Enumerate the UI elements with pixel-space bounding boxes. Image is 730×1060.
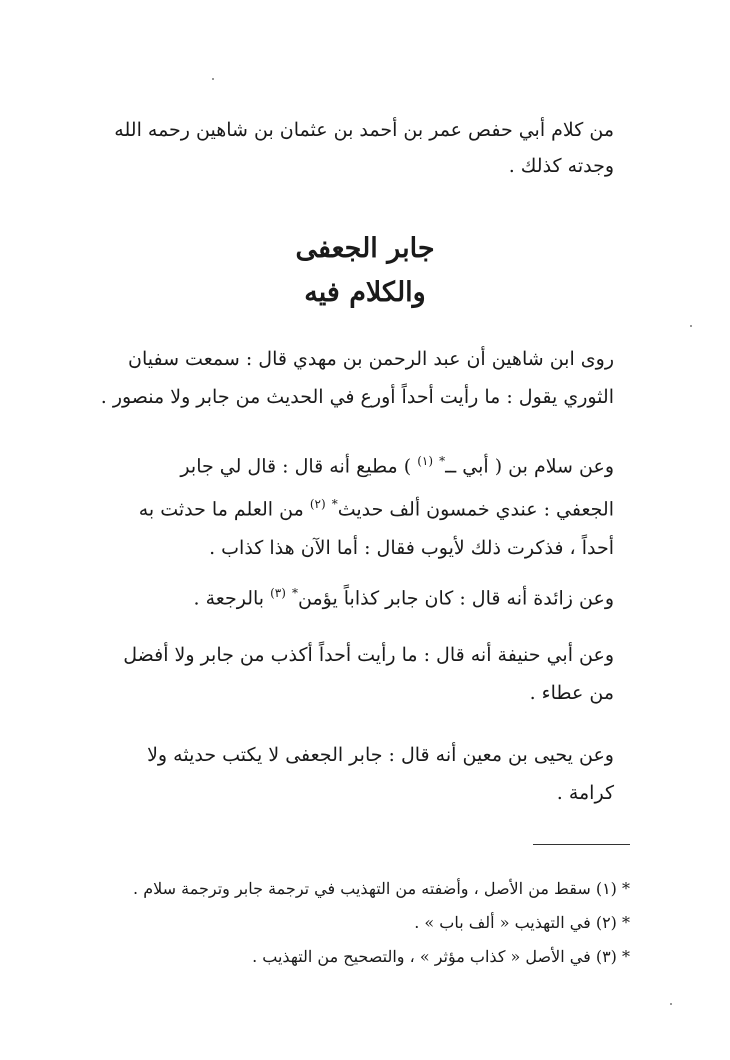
footnote-marker: * (٣) [595, 947, 630, 966]
scan-speck [212, 78, 214, 80]
intro-paragraph [48, 112, 614, 184]
paragraph-line [58, 574, 614, 617]
paragraph-line [58, 442, 614, 485]
footnote-ref-2: (٢) [309, 497, 326, 512]
footnote-1 [60, 872, 630, 906]
paragraph-ibn-main [58, 736, 614, 812]
footnote-text: في الأصل « كذاب مؤثر » ، والتصحيح من التهذيب . [252, 947, 591, 966]
paragraph-line: أحداً ، فذكرت ذلك لأيوب فقال : أما الآن هذا كذاب . [209, 536, 614, 559]
paragraph-ibn-mahdi [58, 340, 614, 416]
asterisk-mark: * [331, 497, 338, 512]
text-segment: ) مطيع أنه قال : قال لي جابر [180, 455, 412, 478]
paragraph-sallam [58, 442, 614, 567]
paragraph-line: روى ابن شاهين أن عبد الرحمن بن مهدي قال : سمعت سفيان [128, 348, 614, 370]
paragraph-line: وعن أبي حنيفة أنه قال : ما رأيت أحداً أكذب من جابر ولا أفضل [123, 644, 614, 666]
scan-speck [670, 1003, 672, 1005]
footnotes [60, 872, 630, 974]
text-segment: من العلم ما حدثت به [138, 498, 304, 521]
text-segment: بالرجعة . [193, 587, 265, 610]
footnote-ref-3: (٣) [270, 586, 286, 600]
asterisk-mark: * [439, 454, 446, 468]
paragraph-zaida [58, 574, 614, 617]
footnote-text: في التهذيب « ألف باب » . [414, 913, 591, 932]
text-segment: الجعفي : عندي خمسون ألف حديث [337, 498, 614, 521]
intro-line-1: من كلام أبي حفص عمر بن أحمد بن عثمان بن شاهين رحمه الله [114, 119, 614, 141]
text-segment: وعن سلام بن ( أبي ــ [445, 455, 614, 478]
paragraph-abu-hanifa [58, 636, 614, 712]
paragraph-line: الثوري يقول : ما رأيت أحداً أورع في الحديث من جابر ولا منصور . [100, 386, 614, 408]
footnote-marker: * (٢) [595, 913, 630, 932]
paragraph-line: من عطاء . [529, 682, 614, 704]
text-segment: وعن زائدة أنه قال : كان جابر كذاباً يؤمن [297, 587, 614, 610]
scan-speck [690, 325, 692, 327]
section-subtitle: والكلام فيه [304, 277, 426, 308]
paragraph-line [58, 485, 614, 528]
intro-line-2: وجدته كذلك . [508, 155, 614, 177]
section-title: جابر الجعفى [295, 233, 435, 264]
footnote-marker: * (١) [595, 879, 630, 898]
paragraph-line: وعن يحيى بن معين أنه قال : جابر الجعفى لا يكتب حديثه ولا [147, 744, 614, 766]
footnote-3 [60, 940, 630, 974]
footnote-2 [60, 906, 630, 940]
paragraph-line: كرامة . [556, 782, 614, 804]
asterisk-mark: * [291, 586, 298, 600]
footnote-ref-1: (١) [417, 454, 434, 468]
footnote-divider [533, 844, 630, 845]
footnote-text: سقط من الأصل ، وأضفته من التهذيب في ترجمة جابر وترجمة سلام . [133, 879, 591, 898]
